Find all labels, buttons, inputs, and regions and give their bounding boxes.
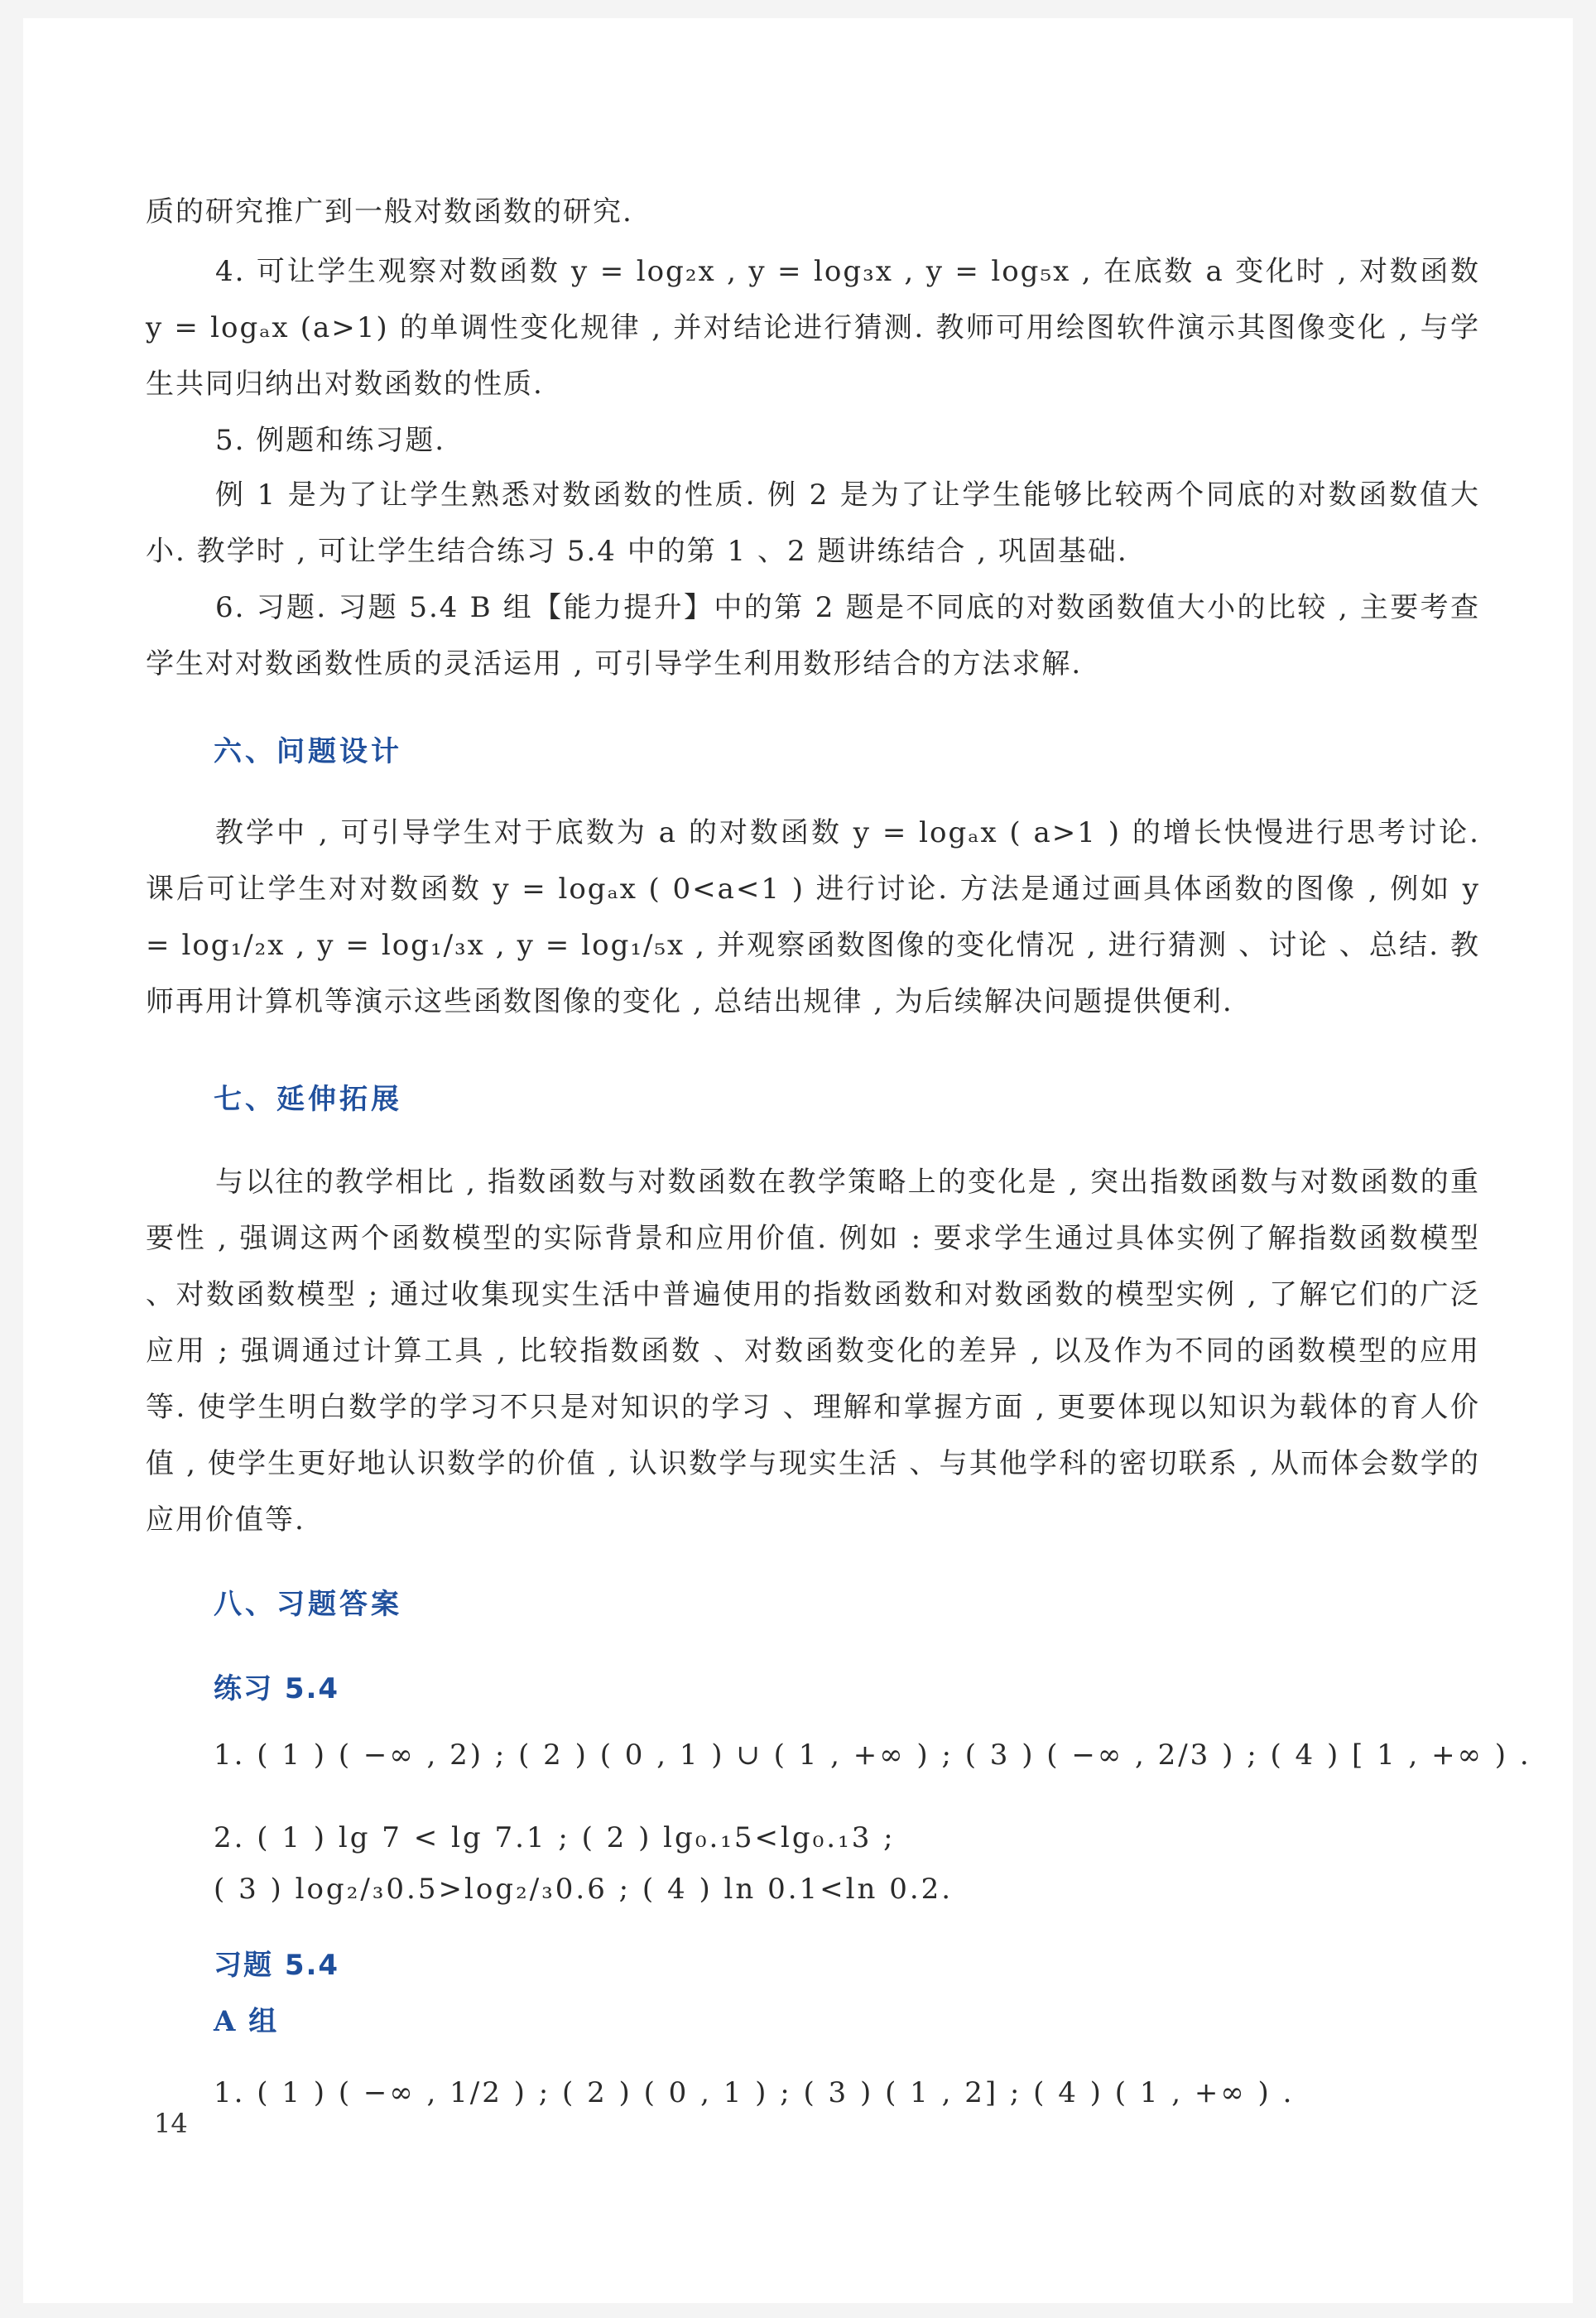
heading-problem-design: 六、问题设计 bbox=[214, 735, 402, 768]
paragraph-item-5-detail: 例 1 是为了让学生熟悉对数函数的性质. 例 2 是为了让学生能够比较两个同底的对数函数值大小. 教学时 , 可让学生结合练习 5.4 中的第 1 、2 题讲练结合 , 巩固基础. bbox=[146, 479, 1480, 568]
subheading-group-a: A 组 bbox=[214, 2005, 279, 2038]
answer-group-a-1: 1. ( 1 ) ( −∞ , 1/2 ) ; ( 2 ) ( 0 , 1 ) ; ( 3 ) ( 1 , 2] ; ( 4 ) ( 1 , +∞ ) . bbox=[214, 2076, 1295, 2109]
paragraph-extension: 与以往的教学相比 , 指数函数与对数函数在教学策略上的变化是 , 突出指数函数与对数函数的重要性 , 强调这两个函数模型的实际背景和应用价值. 例如 : 要求学生通过具体实例了解指数函数模型 、对数函数模型 ; 通过收集现实生活中普遍使用的指数函数和对数函数的模型实例 , 了解它们的广泛应用 ; 强调通过计算工具 , 比较指数函数 、对数函数变化的差异 , 以及作为不同的函数模型的应用等. 使学生明白数学的学习不只是对知识的学习 、理解和掌握方面 , 更要体现以知识为载体的育人价值 , 使学生更好地认识数学的价值 , 认识数学与现实生活 、与其他学科的密切联系 , 从而体会数学的应用价值等. bbox=[146, 1166, 1480, 1537]
answer-practice-1: 1. ( 1 ) ( −∞ , 2) ; ( 2 ) ( 0 , 1 ) ∪ ( 1 , +∞ ) ; ( 3 ) ( −∞ , 2/3 ) ; ( 4 ) [ 1 , +∞ ) . bbox=[214, 1738, 1531, 1772]
subheading-practice: 练习 5.4 bbox=[214, 1672, 340, 1705]
paragraph-item-5: 5. 例题和练习题. bbox=[215, 424, 446, 457]
paragraph-problem-design: 教学中 , 可引导学生对于底数为 a 的对数函数 y = logₐx ( a>1 ) 的增长快慢进行思考讨论. 课后可让学生对对数函数 y = logₐx ( 0<a<1 ) 进行讨论. 方法是通过画具体函数的图像 , 例如 y = log₁/₂x , y = log₁/₃x , y = log₁/₅x , 并观察函数图像的变化情况 , 进行猜测 、讨论 、总结. 教师再用计算机等演示这些函数图像的变化 , 总结出规律 , 为后续解决问题提供便利. bbox=[146, 816, 1480, 1018]
heading-extension: 七、延伸拓展 bbox=[214, 1083, 402, 1116]
heading-answers: 八、习题答案 bbox=[214, 1588, 402, 1621]
subheading-exercise: 习题 5.4 bbox=[214, 1949, 340, 1982]
paragraph-item-4: 4. 可让学生观察对数函数 y = log₂x , y = log₃x , y = log₅x , 在底数 a 变化时 , 对数函数 y = logₐx (a>1) 的单调性变化规律 , 并对结论进行猜测. 教师可用绘图软件演示其图像变化 , 与学生共同归纳出对数函数的性质. bbox=[146, 255, 1480, 401]
paragraph-item-6: 6. 习题. 习题 5.4 B 组【能力提升】中的第 2 题是不同底的对数函数值大小的比较 , 主要考查学生对对数函数性质的灵活运用 , 可引导学生利用数形结合的方法求解. bbox=[146, 591, 1480, 680]
page-number: 14 bbox=[154, 2108, 188, 2139]
paragraph-top: 质的研究推广到一般对数函数的研究. bbox=[146, 195, 633, 228]
answer-practice-2: 2. ( 1 ) lg 7 < lg 7.1 ; ( 2 ) lg₀.₁5<lg₀.₁3 ; bbox=[214, 1821, 896, 1854]
answer-practice-2-cont: ( 3 ) log₂/₃0.5>log₂/₃0.6 ; ( 4 ) ln 0.1<ln 0.2. bbox=[214, 1873, 954, 1906]
